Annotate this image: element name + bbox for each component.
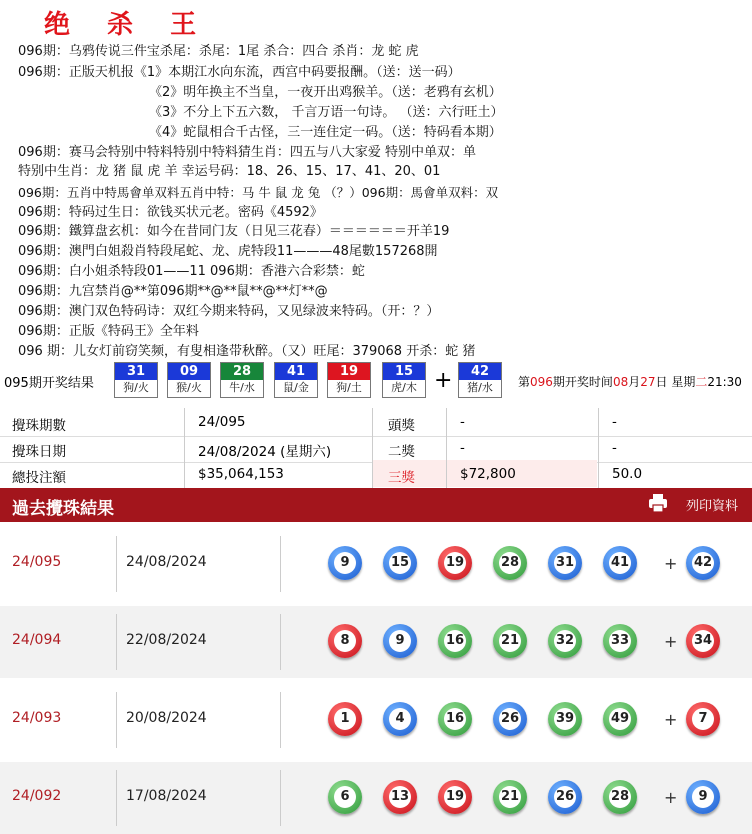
ball-number: 7 [692, 708, 714, 730]
history-ball [548, 546, 582, 580]
ball-number: 6 [334, 786, 356, 808]
prediction-line: 096期：五肖中特馬會单双料五肖中特：马 牛 鼠 龙 兔 （？）096期：馬會单双料：双 [18, 185, 499, 200]
ball-zodiac: 猴/火 [176, 381, 202, 394]
history-ball [383, 546, 417, 580]
stats-label: 攪珠期數 [12, 418, 66, 434]
history-ball [383, 702, 417, 736]
result-label: 095期开奖结果 [4, 376, 94, 391]
ball-number: 33 [609, 630, 631, 652]
history-ball [603, 546, 637, 580]
ball-number: 26 [499, 708, 521, 730]
special-ball [686, 780, 720, 814]
ball-zodiac: 鼠/金 [283, 381, 309, 394]
ball-number: 21 [499, 630, 521, 652]
special-ball [686, 624, 720, 658]
prediction-line: 096期：赛马会特别中特料特别中特料猜生肖：四五与八大家爱 特别中单双：单 [18, 145, 476, 160]
ball-number: 34 [692, 630, 714, 652]
prize-amount: - [460, 414, 465, 430]
draw-number[interactable]: 24/093 [12, 710, 62, 726]
prediction-line: 096 期：儿女灯前窃笑频，有叟相逢带秋醉。（又）旺尾：379068 开杀：蛇 猪 [18, 344, 476, 359]
ball-number: 1 [334, 708, 356, 730]
ball-number: 15 [389, 552, 411, 574]
prize-name: 二獎 [388, 444, 415, 460]
history-ball [328, 624, 362, 658]
ball-zodiac: 狗/火 [123, 381, 149, 394]
history-ball [493, 546, 527, 580]
draw-date: 20/08/2024 [126, 710, 207, 726]
prediction-line: 096期：正版《特码王》全年料 [18, 324, 199, 339]
ball-number: 28 [609, 786, 631, 808]
plus-sign: + [434, 368, 453, 393]
print-data-link[interactable]: 列印資料 [685, 499, 738, 514]
prize-name: 三獎 [388, 470, 415, 486]
ball-number: 31 [115, 363, 157, 380]
next-draw-text: 月 [628, 375, 641, 389]
next-draw-text: 第 [518, 375, 531, 389]
ball-zodiac: 虎/木 [391, 381, 417, 394]
prize-units: 50.0 [612, 466, 643, 482]
stats-value: 24/095 [198, 414, 246, 430]
ball-number: 16 [444, 708, 466, 730]
prediction-line: 《2》明年换主不当皇，一夜开出鸡猴羊。（送：老鸦有玄机） [149, 85, 502, 100]
history-ball [548, 624, 582, 658]
prediction-line: 096期：九宫禁肖@**第096期**@**鼠**@**灯**@ [18, 284, 328, 299]
history-row [0, 684, 752, 756]
result-ball [327, 362, 371, 398]
history-row [0, 762, 752, 834]
ball-number: 42 [459, 363, 501, 380]
prediction-line: 096期：鐵算盘玄机：如今在昔同门友（日见三花春）＝＝＝＝＝＝开羊19 [18, 224, 450, 239]
prediction-line: 《3》不分上下五六数， 千言万语一句诗。 （送：六行旺土） [149, 105, 504, 120]
ball-number: 41 [275, 363, 317, 380]
draw-date: 24/08/2024 [126, 554, 207, 570]
prediction-line: 096期：正版天机报《1》本期江水向东流，西宫中码要报酬。（送：送一码） [18, 65, 461, 80]
result-ball [274, 362, 318, 398]
draw-date: 17/08/2024 [126, 788, 207, 804]
history-ball [438, 780, 472, 814]
page-title: 绝 杀 王 [44, 10, 211, 40]
next-draw-weekday: 二 [695, 375, 708, 389]
stats-value: 24/08/2024 (星期六) [198, 444, 332, 460]
ball-zodiac: 牛/水 [229, 381, 255, 394]
ball-number: 28 [499, 552, 521, 574]
ball-number: 21 [499, 786, 521, 808]
ball-number: 16 [444, 630, 466, 652]
prize-units: - [612, 440, 617, 456]
prize-amount: $72,800 [460, 466, 516, 482]
stats-row [0, 408, 752, 437]
result-bar [0, 362, 752, 400]
stats-label: 總投注額 [12, 470, 66, 486]
history-ball [328, 702, 362, 736]
next-draw-issue: 096 [530, 375, 553, 389]
ball-number: 39 [554, 708, 576, 730]
result-ball [220, 362, 264, 398]
ball-number: 31 [554, 552, 576, 574]
prize-amount: - [460, 440, 465, 456]
next-draw-text: 期开奖时间 [552, 375, 613, 389]
ball-zodiac: 狗/土 [336, 381, 362, 394]
history-ball [493, 702, 527, 736]
prediction-line: 《4》蛇鼠相合千古怪，三一连住定一码。（送：特码看本期） [149, 125, 502, 140]
history-ball [548, 702, 582, 736]
next-draw-time: 21:30 [707, 375, 742, 389]
ball-number: 15 [383, 363, 425, 380]
ball-number: 28 [221, 363, 263, 380]
print-icon[interactable] [648, 493, 668, 513]
history-ball [383, 780, 417, 814]
ball-number: 4 [389, 708, 411, 730]
history-ball [603, 624, 637, 658]
history-ball [328, 780, 362, 814]
stats-row [0, 460, 752, 489]
history-ball [328, 546, 362, 580]
history-ball [493, 624, 527, 658]
next-draw-info [518, 373, 742, 390]
draw-number[interactable]: 24/092 [12, 788, 62, 804]
ball-number: 26 [554, 786, 576, 808]
history-title: 過去攪珠結果 [12, 499, 114, 519]
ball-number: 49 [609, 708, 631, 730]
history-ball [438, 702, 472, 736]
special-ball [458, 362, 502, 398]
prize-name: 頭獎 [388, 418, 415, 434]
history-ball [438, 624, 472, 658]
history-ball [548, 780, 582, 814]
prediction-line: 096期：澳门双色特码诗：双红今期来特码，又见绿波来特码。（开：？） [18, 304, 440, 319]
ball-number: 9 [334, 552, 356, 574]
ball-number: 09 [168, 363, 210, 380]
prediction-line: 特别中生肖：龙 猪 鼠 虎 羊 幸运号码：18、26、15、17、41、20、01 [18, 164, 441, 179]
ball-number: 19 [444, 552, 466, 574]
prediction-line: 096期：白小姐杀特段01——11 096期：香港六合彩禁：蛇 [18, 264, 365, 279]
stats-row [0, 434, 752, 463]
ball-number: 32 [554, 630, 576, 652]
result-ball [167, 362, 211, 398]
prediction-line: 096期：特码过生日：欲钱买状元老。密码《4592》 [18, 205, 323, 220]
draw-date: 22/08/2024 [126, 632, 207, 648]
plus-sign: + [664, 788, 678, 807]
stats-label: 攪珠日期 [12, 444, 66, 460]
history-ball [383, 624, 417, 658]
draw-number[interactable]: 24/094 [12, 632, 62, 648]
history-row [0, 528, 752, 600]
ball-number: 42 [692, 552, 714, 574]
plus-sign: + [664, 632, 678, 651]
prediction-line: 096期：乌鸦传说三件宝杀尾：杀尾：1尾 杀合：四合 杀肖：龙 蛇 虎 [18, 44, 419, 59]
history-ball [603, 780, 637, 814]
plus-sign: + [664, 710, 678, 729]
history-ball [493, 780, 527, 814]
prediction-line: 096期：澳門白姐殺肖特段尾蛇、龙、虎特段11———48尾數157268開 [18, 244, 438, 259]
history-header [0, 488, 752, 522]
next-draw-month: 08 [612, 375, 629, 389]
result-ball [114, 362, 158, 398]
ball-number: 9 [692, 786, 714, 808]
ball-number: 19 [444, 786, 466, 808]
next-draw-text: 日 星期 [655, 375, 696, 389]
ball-number: 41 [609, 552, 631, 574]
ball-number: 13 [389, 786, 411, 808]
ball-zodiac: 猪/水 [467, 381, 493, 394]
ball-number: 19 [328, 363, 370, 380]
draw-number[interactable]: 24/095 [12, 554, 62, 570]
stats-value: $35,064,153 [198, 466, 284, 482]
prize-units: - [612, 414, 617, 430]
ball-number: 9 [389, 630, 411, 652]
history-row [0, 606, 752, 678]
plus-sign: + [664, 554, 678, 573]
special-ball [686, 702, 720, 736]
history-ball [603, 702, 637, 736]
result-ball [382, 362, 426, 398]
ball-number: 8 [334, 630, 356, 652]
history-ball [438, 546, 472, 580]
next-draw-day: 27 [640, 375, 656, 389]
special-ball [686, 546, 720, 580]
